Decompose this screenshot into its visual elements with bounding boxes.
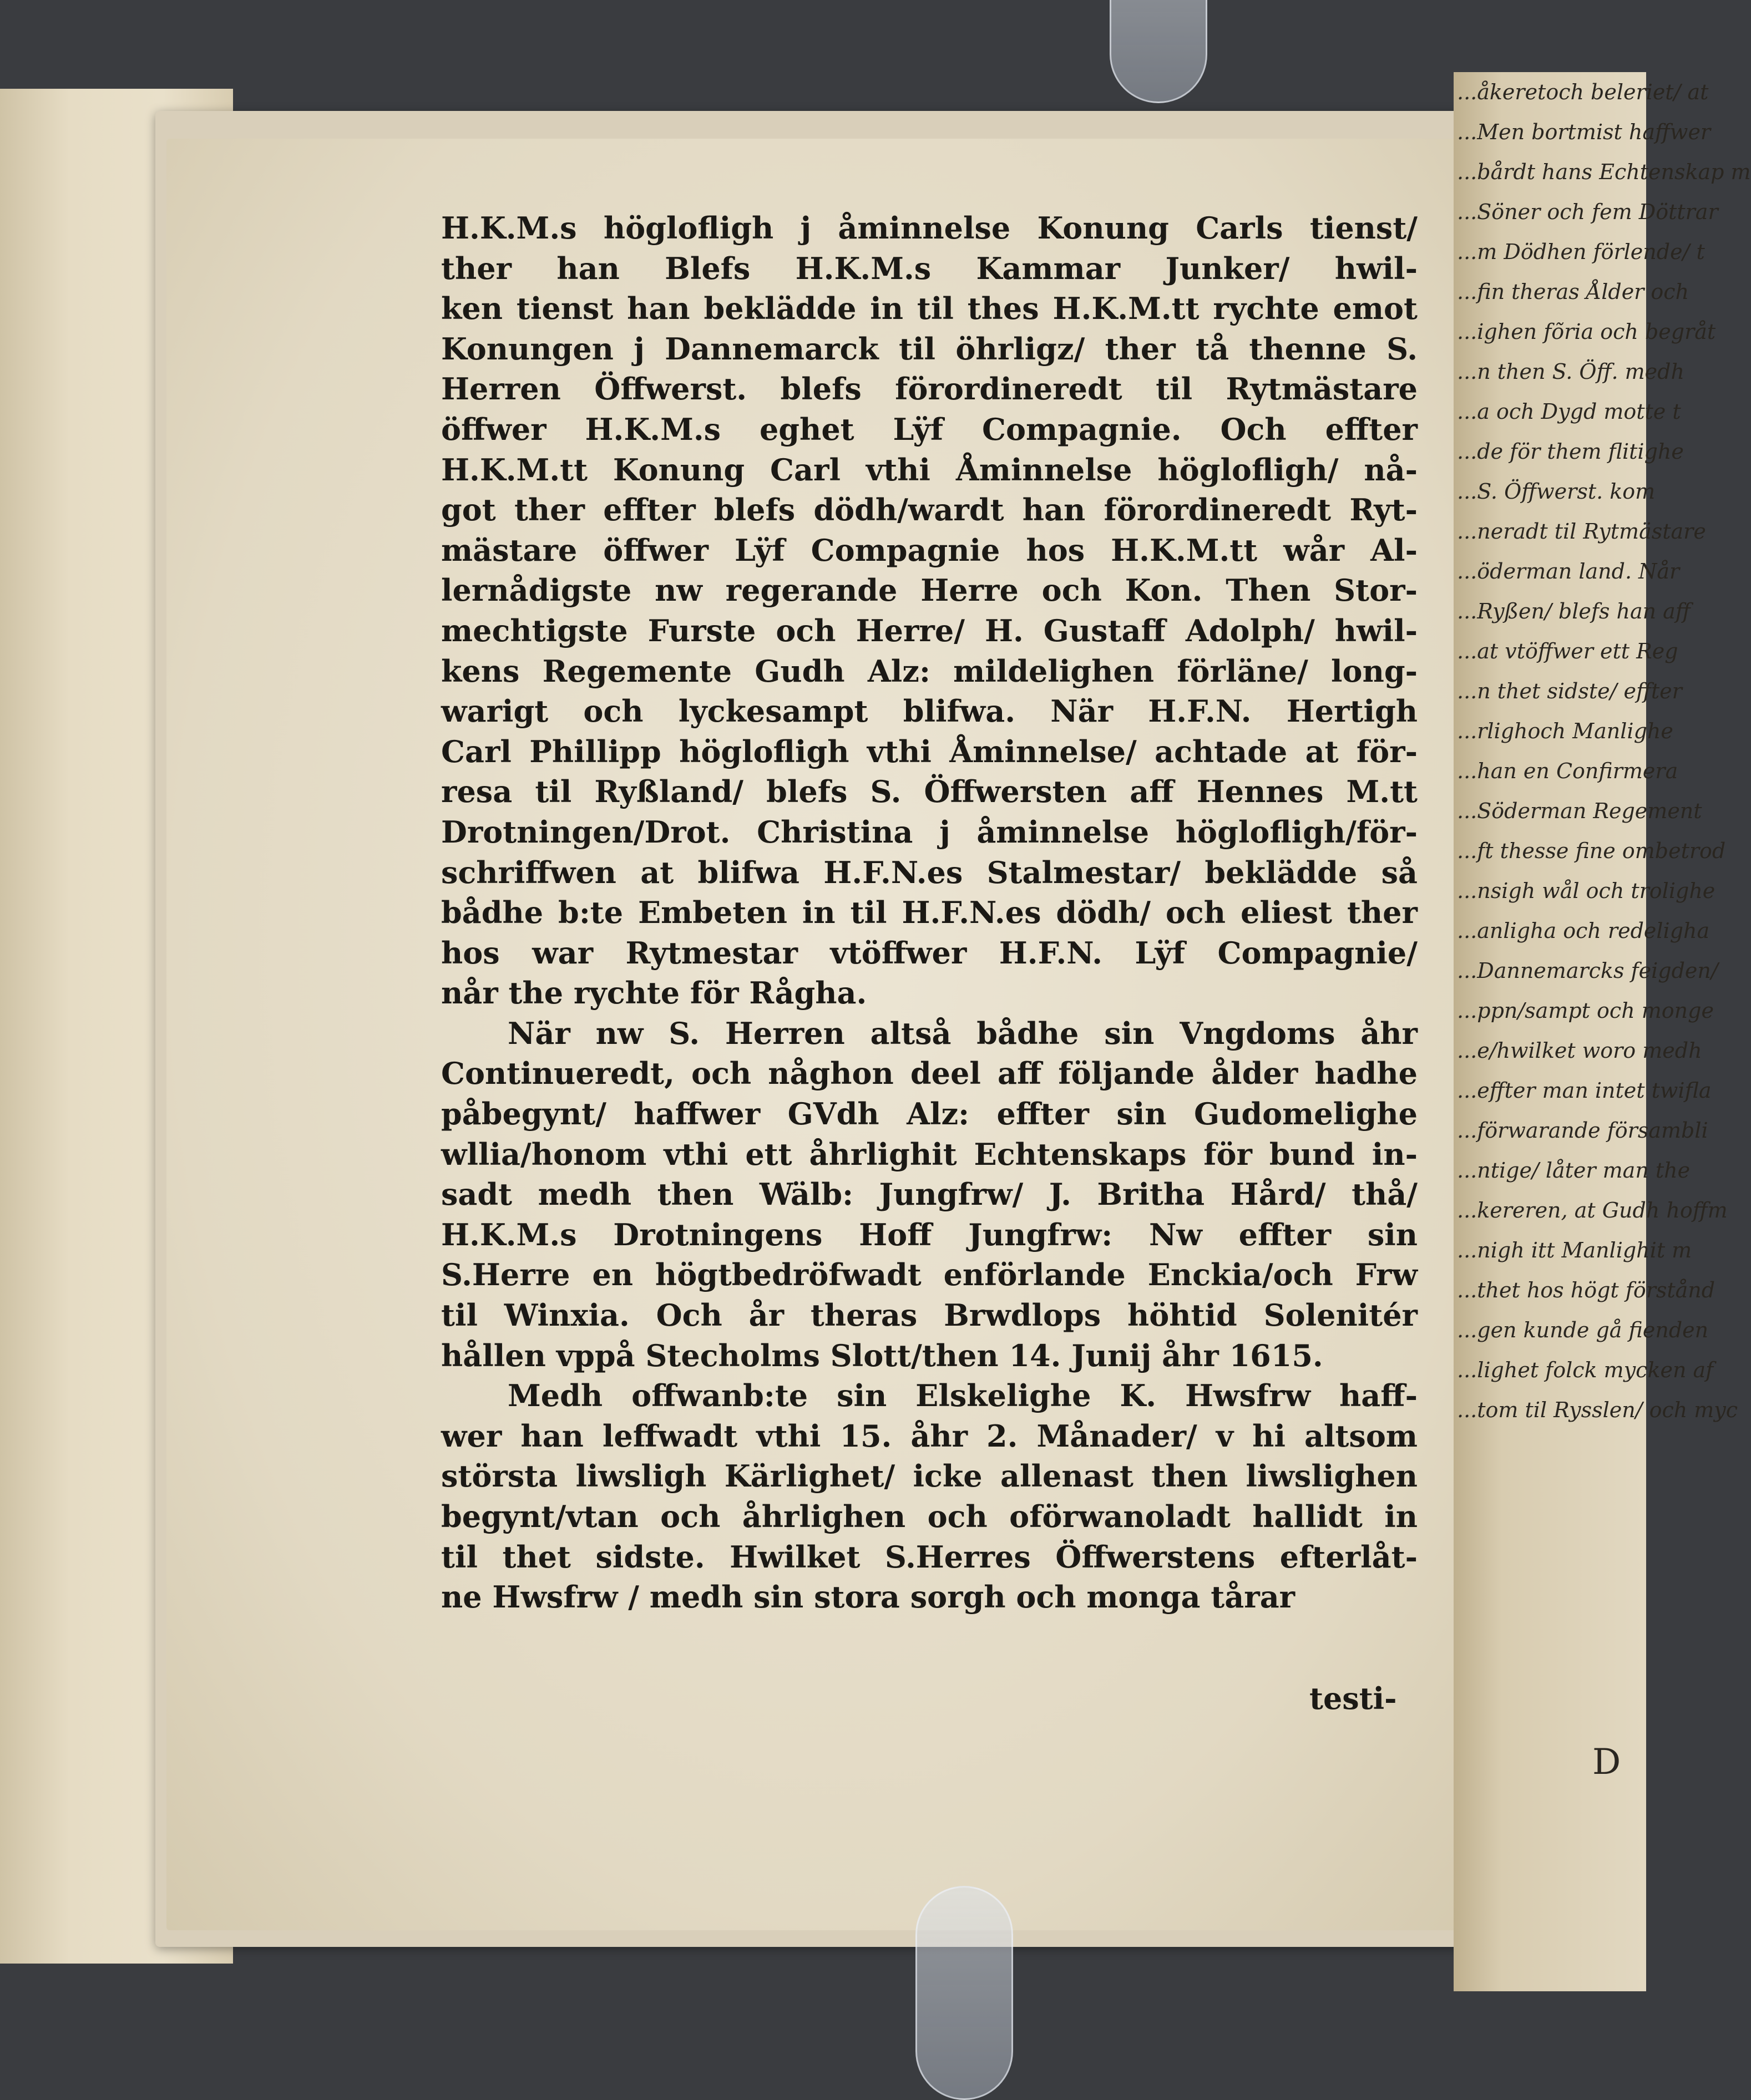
facing-text-line: ...a och Dygd motte t xyxy=(1457,399,1681,424)
text-line: S.Herre en högtbedröfwadt enförlande Enckia/och Frw xyxy=(441,1257,1418,1293)
text-line: mästare öffwer Lÿf Compagnie hos H.K.M.tt wår Al- xyxy=(441,532,1418,568)
text-line: sadt medh then Wälb: Jungfrw/ J. Britha Hård/ thå/ xyxy=(441,1176,1418,1213)
facing-text-line: ...S. Öffwerst. kom xyxy=(1457,479,1656,504)
facing-text-line: ...ighen fõria och begråt xyxy=(1457,319,1716,344)
text-line: H.K.M.s Drotningens Hoff Jungfrw: Nw effter sin xyxy=(441,1216,1418,1252)
text-line: hållen vppå Stecholms Slott/then 14. Junij åhr 1615. xyxy=(441,1337,1323,1373)
facing-page xyxy=(1454,72,1751,1991)
text-line: got ther effter blefs dödh/wardt han förordineredt Ryt- xyxy=(441,492,1418,528)
facing-text-line: ...nsigh wål och trolighe xyxy=(1457,879,1715,903)
text-line: påbegynt/ haffwer GVdh Alz: effter sin Gudomelighe xyxy=(441,1096,1418,1132)
text-line: når the rychte för Rågha. xyxy=(441,975,867,1011)
facing-text-line: ...Ryßen/ blefs han aff xyxy=(1457,599,1691,623)
text-line: Drotningen/Drot. Christina j åminnelse höglofligh/för- xyxy=(441,814,1418,850)
text-line: ther han Blefs H.K.M.s Kammar Junker/ hwil- xyxy=(441,250,1418,286)
text-line: H.K.M.s höglofligh j åminnelse Konung Carls tienst/ xyxy=(441,210,1418,246)
facing-text-line: ...m Dödhen förlende/ t xyxy=(1457,240,1705,264)
facing-text-line: ...tom til Rysslen/ och myc xyxy=(1457,1398,1738,1422)
text-line: mechtigste Furste och Herre/ H. Gustaff Adolph/ hwil- xyxy=(441,612,1418,648)
facing-text-line: ...ntige/ låter man the xyxy=(1457,1158,1691,1183)
facing-text-line: ...förwarande försambli xyxy=(1457,1118,1708,1143)
text-line: När nw S. Herren altså bådhe sin Vngdoms åhr xyxy=(508,1015,1418,1051)
facing-text-line: ...neradt til Rytmästare xyxy=(1457,519,1706,544)
main-text-block xyxy=(441,208,1418,1617)
signature-mark: D xyxy=(1592,1742,1621,1783)
text-line: schriffwen at blifwa H.F.N.es Stalmestar/ beklädde så xyxy=(441,854,1418,890)
text-line: resa til Ryßland/ blefs S. Öffwersten aff Hennes M.tt xyxy=(441,774,1418,810)
facing-text-line: ...ft thesse fine ombetrod xyxy=(1457,839,1726,863)
text-line: kens Regemente Gudh Alz: mildelighen förläne/ long- xyxy=(441,653,1418,689)
facing-text-line: ...fin theras Ålder och xyxy=(1457,280,1689,304)
page-clip-top xyxy=(1110,0,1207,103)
facing-text-line: ...Söderman Regement xyxy=(1457,799,1702,823)
facing-text-line: ...n then S. Öff. medh xyxy=(1457,359,1684,384)
text-line: Carl Phillipp höglofligh vthi Åminnelse/ achtade at för- xyxy=(441,733,1418,769)
facing-text-line: ...kereren, at Gudh hoffm xyxy=(1457,1198,1728,1223)
text-line: H.K.M.tt Konung Carl vthi Åminnelse höglofligh/ nå- xyxy=(441,452,1418,488)
text-line: största liwsligh Kärlighet/ icke allenast then liwslighen xyxy=(441,1458,1418,1494)
facing-text-line: ...thet hos högt förstånd xyxy=(1457,1278,1715,1302)
text-line: wllia/honom vthi ett åhrlighit Echtenskaps för bund in- xyxy=(441,1136,1418,1172)
text-line: warigt och lyckesampt blifwa. När H.F.N. Hertigh xyxy=(441,693,1418,729)
text-line: Konungen j Dannemarck til öhrligz/ ther tå thenne S. xyxy=(441,331,1418,367)
text-line: ken tienst han beklädde in til thes H.K.M.tt rychte emot xyxy=(441,291,1418,327)
facing-text-line: ...Söner och fem Döttrar xyxy=(1457,200,1718,224)
text-line: begynt/vtan och åhrlighen och oförwanoladt hallidt in xyxy=(441,1499,1418,1534)
text-line: til thet sidste. Hwilket S.Herres Öffwerstens efterlåt- xyxy=(441,1539,1418,1575)
facing-text-line: ...de för them flitighe xyxy=(1457,439,1684,464)
facing-text-line: ...lighet folck mycken af xyxy=(1457,1358,1714,1382)
facing-text-line: ...rlighoch Manlighe xyxy=(1457,719,1673,743)
text-line: Continueredt, och någhon deel aff följande ålder hadhe xyxy=(441,1056,1418,1092)
catchword: testi- xyxy=(1309,1681,1397,1716)
facing-text-line: ...anligha och redeligha xyxy=(1457,919,1710,943)
facing-text-line: ...gen kunde gå fienden xyxy=(1457,1318,1709,1342)
text-line: wer han leffwadt vthi 15. åhr 2. Månader/ v hi altsom xyxy=(441,1418,1418,1454)
facing-text-line: ...e/hwilket woro medh xyxy=(1457,1038,1702,1063)
facing-text-line: ...bårdt hans Echtenskap m xyxy=(1457,160,1751,184)
text-line: Herren Öffwerst. blefs förordineredt til Rytmästare xyxy=(441,371,1418,407)
text-line: Medh offwanb:te sin Elskelighe K. Hwsfrw haff- xyxy=(508,1378,1418,1414)
page-clip-bottom xyxy=(915,1886,1013,2100)
text-line: lernådigste nw regerande Herre och Kon. Then Stor- xyxy=(441,572,1418,608)
facing-text-line: ...nigh itt Manlighit m xyxy=(1457,1238,1692,1262)
facing-text-line: ...åkeretoch beleriet/ at xyxy=(1457,80,1709,104)
text-line: ne Hwsfrw / medh sin stora sorgh och monga tårar xyxy=(441,1579,1295,1615)
facing-text-line: ...Dannemarcks feigden/ xyxy=(1457,958,1718,983)
facing-text-line: ...effter man intet twifla xyxy=(1457,1078,1712,1103)
text-line: til Winxia. Och år theras Brwdlops höhtid Solenitér xyxy=(441,1297,1418,1333)
facing-text-line: ...Men bortmist haffwer xyxy=(1457,120,1711,144)
facing-text-line: ...öderman land. Når xyxy=(1457,559,1680,584)
text-line: öffwer H.K.M.s eghet Lÿf Compagnie. Och effter xyxy=(441,411,1418,447)
text-line: bådhe b:te Embeten in til H.F.N.es dödh/ och eliest ther xyxy=(441,895,1418,931)
facing-text-line: ...ppn/sampt och monge xyxy=(1457,998,1714,1023)
facing-text-line: ...han en Confirmera xyxy=(1457,759,1678,783)
facing-text-line: ...n thet sidste/ effter xyxy=(1457,679,1682,703)
facing-text-line: ...at vtöffwer ett Reg xyxy=(1457,639,1678,663)
text-line: hos war Rytmestar vtöffwer H.F.N. Lÿf Compagnie/ xyxy=(441,935,1418,971)
